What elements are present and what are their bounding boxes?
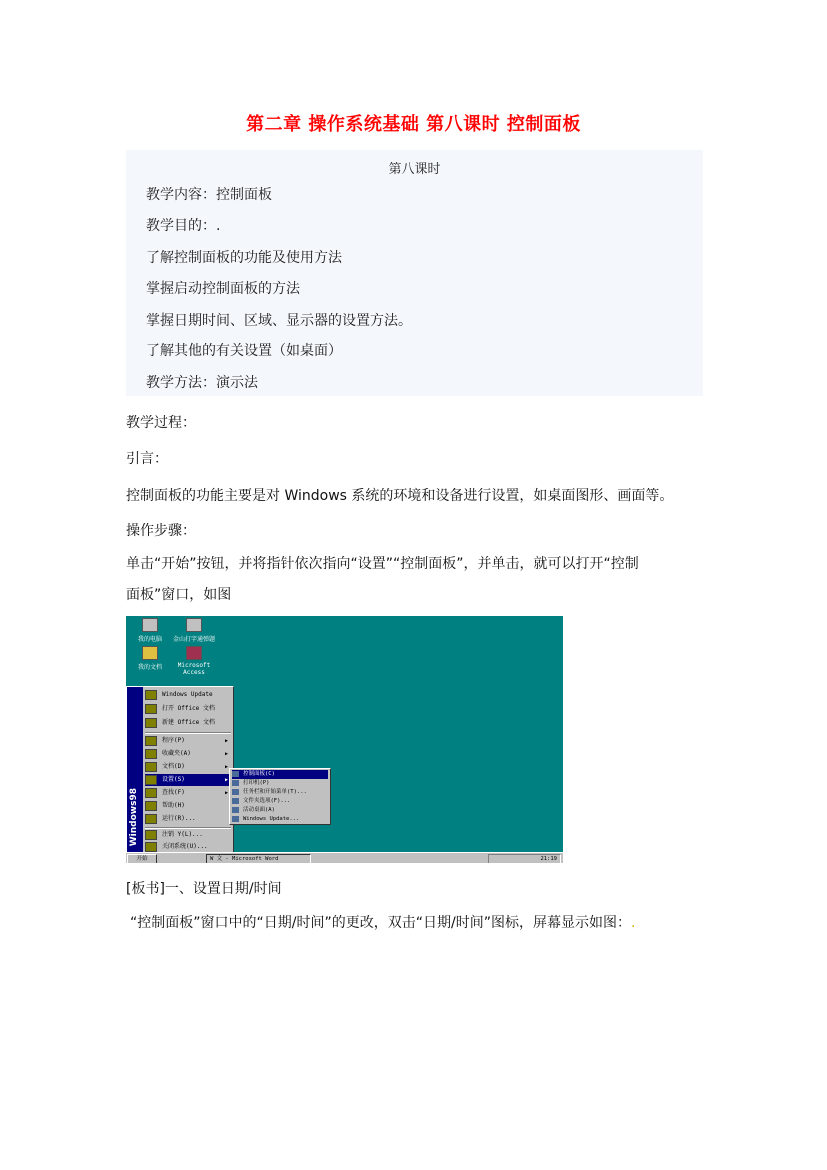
menu-item-settings[interactable]: 设置(S) ▶ [145, 774, 231, 786]
menu-item[interactable]: 文档(D) ▶ [145, 761, 231, 773]
submenu-item[interactable]: 打印机(P) [232, 779, 328, 788]
submenu-item[interactable]: Windows Update... [232, 815, 328, 824]
printer-icon [232, 780, 239, 786]
instruction-text: “控制面板”窗口中的“日期/时间”的更改，双击“日期/时间”图标，屏幕显示如图： [130, 915, 631, 931]
scanned-lesson-card [126, 150, 703, 396]
documents-icon [145, 762, 157, 772]
shutdown-icon [145, 842, 157, 852]
body-paragraph: 面板”窗口，如图 [126, 587, 232, 603]
body-paragraph: 教学过程： [126, 415, 196, 431]
lesson-line: 了解其他的有关设置（如桌面） [146, 343, 342, 359]
desktop-icon: 我的电脑 [128, 618, 172, 643]
desktop-icon: 金山打字通弹题 [172, 618, 216, 643]
help-icon [145, 801, 157, 811]
globe-icon [232, 816, 239, 822]
submenu-item[interactable]: 活动桌面(A) [232, 806, 328, 815]
run-icon [145, 814, 157, 824]
control-panel-icon [232, 771, 239, 777]
menu-item[interactable]: 收藏夹(A) ▶ [145, 748, 231, 760]
app-icon [186, 618, 202, 632]
start-button[interactable]: 开始 [127, 854, 157, 863]
lesson-line: 了解控制面板的功能及使用方法 [146, 250, 342, 266]
body-paragraph: 操作步骤： [126, 523, 196, 539]
open-document-icon [145, 704, 157, 714]
taskbar-word-button[interactable]: W 文 - Microsoft Word [206, 854, 311, 863]
computer-icon [142, 618, 158, 632]
submenu-item[interactable]: 任务栏和开始菜单(T)... [232, 788, 328, 797]
system-tray-clock: 21:19 [488, 854, 561, 863]
body-paragraph: 单击“开始”按钮，并将指针依次指向“设置”“控制面板”，并单击，就可以打开“控制 [126, 556, 639, 572]
menu-item[interactable]: Windows Update [145, 689, 231, 701]
settings-icon [145, 775, 157, 785]
board-note: [板书]一、设置日期/时间 [126, 881, 282, 897]
menu-item[interactable]: 程序(P) ▶ [145, 735, 231, 747]
lesson-line: 掌握启动控制面板的方法 [146, 281, 300, 297]
body-paragraph: 引言： [126, 451, 168, 467]
menu-item[interactable]: 打开 Office 文档 [145, 703, 231, 715]
lesson-line: 教学目的：. [146, 218, 221, 234]
menu-item[interactable]: 查找(F) ▶ [145, 787, 231, 799]
logoff-icon [145, 830, 157, 840]
menu-item[interactable]: 帮助(H) [145, 800, 231, 812]
lesson-line: 教学内容：控制面板 [146, 187, 272, 203]
body-paragraph [130, 912, 635, 932]
active-desktop-icon [232, 807, 239, 813]
submenu-item[interactable]: 文件夹选项(F)... [232, 797, 328, 806]
submenu-item-control-panel[interactable]: 控制面板(C) [232, 770, 328, 779]
favorites-icon [145, 749, 157, 759]
menu-item[interactable]: 运行(R)... [145, 813, 231, 825]
lesson-heading: 第八课时 [388, 162, 441, 177]
start-menu-band: Windows98 [127, 687, 143, 854]
page-title: 第二章 操作系统基础 第八课时 控制面板 [246, 114, 581, 135]
desktop-icon: 我的文档 [128, 646, 172, 671]
body-paragraph: 控制面板的功能主要是对 Windows 系统的环境和设备进行设置，如桌面图形、画面等。 [126, 488, 674, 504]
taskbar-icon [232, 789, 239, 795]
new-document-icon [145, 718, 157, 728]
desktop-icon: Microsoft Access [172, 646, 216, 676]
taskbar [126, 852, 563, 863]
lesson-line: 掌握日期时间、区域、显示器的设置方法。 [146, 313, 412, 329]
settings-submenu [229, 768, 331, 825]
trailing-mark: . [630, 915, 636, 931]
start-menu [126, 686, 234, 855]
find-icon [145, 788, 157, 798]
globe-icon [145, 690, 157, 700]
access-icon [186, 646, 202, 660]
lesson-line: 教学方法：演示法 [146, 375, 258, 391]
folder-options-icon [232, 798, 239, 804]
windows98-screenshot [126, 616, 563, 863]
programs-icon [145, 736, 157, 746]
menu-item[interactable]: 新建 Office 文档 [145, 717, 231, 729]
menu-item[interactable]: 注销 Y(L)... [145, 829, 231, 841]
menu-divider [145, 732, 231, 734]
menu-item[interactable]: 关闭系统(U)... [145, 841, 231, 853]
folder-icon [142, 646, 158, 660]
